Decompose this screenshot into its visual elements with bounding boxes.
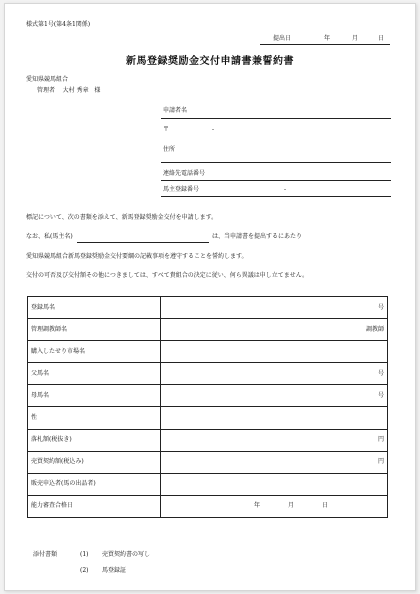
submit-day-label: 日 [378,35,385,42]
pass-date-month-label: 月 [288,502,295,510]
row-label: 性 [28,407,161,429]
manager-title: 管理者 [37,87,56,94]
submit-month-label: 月 [352,35,359,42]
row-label: 落札額(税抜き) [28,429,161,451]
row-label: 父馬名 [28,363,161,385]
row-value[interactable] [161,341,388,363]
recipient-org: 愛知県競馬組合 [26,76,69,83]
table-row [28,363,388,385]
row-label: 売買契約額(税込み) [28,451,161,473]
recipient-manager [37,87,100,95]
applicant-name-line [161,118,391,119]
owner-number-dash: - [284,186,287,193]
attachment-1-num: (1) [80,551,89,558]
row-value[interactable]: 円 [161,429,388,451]
owner-number-line [161,196,391,197]
submit-date-underline [260,44,390,45]
owner-number-label: 馬主登録番号 [163,186,200,193]
applicant-name-label: 申請者名 [163,107,188,114]
attachment-2-text: 馬登録証 [102,567,127,574]
phone-label: 連絡先電話番号 [163,170,206,177]
body-line-4: 交付の可否及び交付額その他につきましては、すべて貴組合の決定に従い、何ら異議は申し立てません。 [26,272,309,279]
row-value[interactable]: 号 [161,297,388,319]
row-label: 管理調教師名 [28,319,161,341]
address-line [161,162,391,163]
row-value[interactable]: 号 [161,385,388,407]
pass-date-year-label: 年 [254,502,261,510]
document-title: 新馬登録奨励金交付申請書兼誓約書 [126,56,294,67]
row-value[interactable] [161,495,388,517]
table-row [28,495,388,517]
manager-name: 大村 秀章 [62,87,89,94]
body-line-3: 愛知県競馬組合新馬登録奨励金交付要綱の記載事項を遵守することを誓約します。 [26,253,248,260]
row-value[interactable]: 円 [161,451,388,473]
submit-year-label: 年 [324,35,331,42]
attachment-1-text: 売買契約書の写し [102,551,151,558]
row-label: 母馬名 [28,385,161,407]
table-row [28,319,388,341]
row-value[interactable]: 号 [161,363,388,385]
postal-dash: - [212,126,215,133]
attachment-2-num: (2) [80,567,89,574]
table-row [28,385,388,407]
manager-honorific: 様 [94,87,101,94]
table-row [28,429,388,451]
pass-date-day-label: 日 [322,502,329,510]
owner-name-underline [77,242,209,243]
table-row [28,407,388,429]
address-label: 住所 [163,146,176,153]
table-row [28,473,388,495]
row-label: 登録馬名 [28,297,161,319]
body-line-1: 標記について、次の書類を添えて、新馬登録奨励金交付を申請します。 [26,214,218,221]
body-line-2a: なお、私(馬主名) [26,233,73,240]
row-value[interactable] [161,407,388,429]
body-line-2b: は、当申請書を提出するにあたり [212,233,303,240]
postal-symbol: 〒 [163,126,170,133]
application-form-page [4,3,416,591]
form-number: 様式第1号(第4条1関係) [26,21,91,28]
row-label: 販売申込者(馬の出品者) [28,473,161,495]
row-value[interactable] [161,473,388,495]
attachments-label: 添付書類 [33,551,58,558]
table-row [28,451,388,473]
table-row [28,297,388,319]
horse-info-table [27,296,388,518]
phone-line [161,180,391,181]
submit-date-label: 提出日 [273,35,292,42]
row-label: 能力審査合格日 [28,495,161,517]
row-value[interactable]: 調教師 [161,319,388,341]
table-row [28,341,388,363]
row-label: 購入したせり市場名 [28,341,161,363]
